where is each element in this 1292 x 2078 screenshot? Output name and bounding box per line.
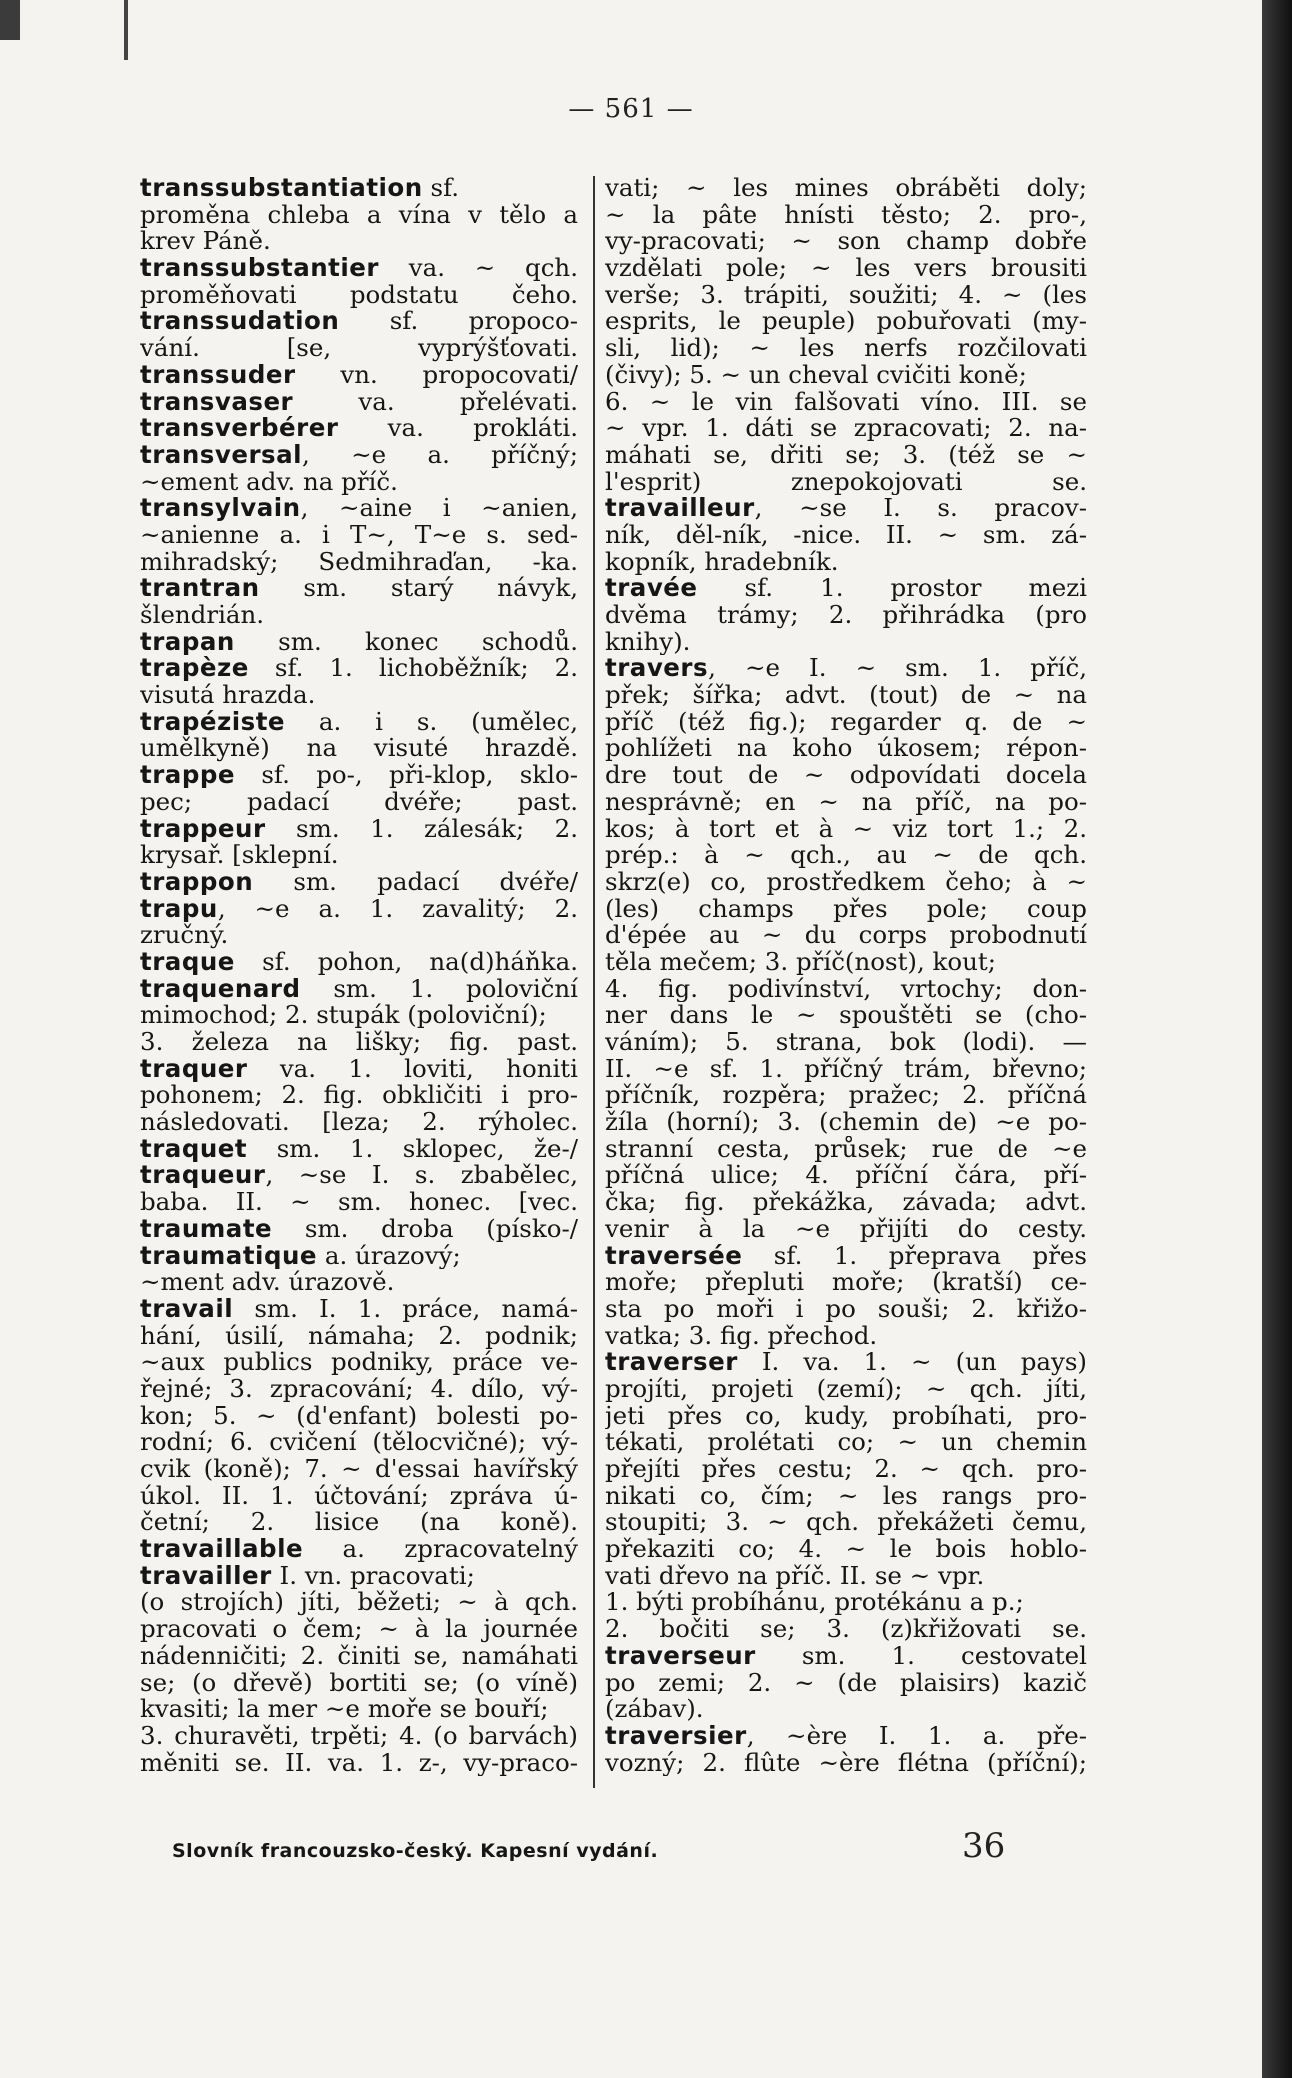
dictionary-line: těla mečem; 3. příč(nost), kout; (605, 948, 997, 976)
dictionary-line: 2. bočiti se; 3. (z)křižovati se. (605, 1616, 1087, 1643)
scan-edge-mark (0, 0, 20, 40)
dictionary-line: pohonem; 2. fig. obkličiti i pro- (140, 1082, 578, 1110)
headword: travail (140, 1295, 234, 1323)
headword: trappeur (140, 815, 266, 843)
headword: traumatique (140, 1242, 318, 1270)
dictionary-line: trappe sf. po-, při-klop, sklo- (140, 762, 578, 789)
dictionary-line: dvěma trámy; 2. přihrádka (pro (605, 602, 1087, 629)
dictionary-line: knihy). (605, 628, 691, 656)
dictionary-line: příčná ulice; 4. příční čára, pří- (605, 1162, 1087, 1190)
dictionary-line: travers, ~e I. ~ sm. 1. příč, (605, 655, 1087, 683)
dictionary-line: transylvain, ~aine i ~anien, (140, 495, 578, 522)
dictionary-line: přek; šířka; advt. (tout) de ~ na (605, 682, 1087, 709)
headword: transsubstantiation (140, 175, 423, 202)
headword: transvaser (140, 388, 294, 416)
dictionary-line: 4. fig. podivínství, vrtochy; don- (605, 975, 1087, 1003)
dictionary-line: travaillable a. zpracovatelný (140, 1536, 578, 1563)
dictionary-line: (les) champs přes pole; coup (605, 895, 1087, 923)
dictionary-line: cvik (koně); 7. ~ d'essai havířský (140, 1456, 578, 1483)
signature-number: 36 (962, 1826, 1006, 1866)
dictionary-line: ~anienne a. i T~, T~e s. sed- (140, 521, 578, 549)
dictionary-line: (zábav). (605, 1696, 704, 1723)
dictionary-line: traumatique a. úrazový; (140, 1242, 461, 1270)
dictionary-line: nádenničiti; 2. činiti se, namáhati (140, 1642, 578, 1670)
scan-dark-edge (1262, 0, 1292, 2078)
dictionary-line: trapu, ~e a. 1. zavalitý; 2. (140, 895, 578, 923)
dictionary-line: moře; přepluti moře; (kratší) ce- (605, 1269, 1087, 1296)
dictionary-line: sli, lid); ~ les nerfs rozčilovati (605, 335, 1087, 362)
dictionary-line: trappeur sm. 1. zálesák; 2. (140, 815, 578, 843)
dictionary-line: úkol. II. 1. účtování; zpráva ú- (140, 1482, 578, 1510)
headword: traversier (605, 1722, 747, 1750)
dictionary-line: příč (též fig.); regarder q. de ~ (605, 708, 1087, 736)
dictionary-line: transversal, ~e a. příčný; (140, 441, 578, 469)
headword: travers (605, 655, 709, 683)
dictionary-line: traversée sf. 1. přeprava přes (605, 1242, 1087, 1270)
dictionary-line: trapèze sf. 1. lichoběžník; 2. (140, 655, 578, 683)
dictionary-line: ~ment adv. úrazově. (140, 1269, 395, 1296)
dictionary-line: transsubstantiation sf. (140, 175, 460, 202)
dictionary-line: 1. býti probíhánu, protékánu a p.; (605, 1589, 1024, 1617)
dictionary-line: 6. ~ le vin falšovati víno. III. se (605, 388, 1087, 416)
dictionary-line: umělkyně) na visuté hrazdě. (140, 735, 578, 763)
scan-edge-mark (124, 0, 128, 60)
dictionary-line: travail sm. I. 1. práce, namá- (140, 1295, 578, 1323)
dictionary-line: ~ vpr. 1. dáti se zpracovati; 2. na- (605, 415, 1087, 442)
dictionary-line: vozný; 2. flûte ~ère flétna (příční); (605, 1749, 1087, 1777)
page-number: — 561 — (568, 94, 694, 124)
dictionary-line: čka; fig. překážka, závada; advt. (605, 1189, 1087, 1216)
right-column (605, 175, 1087, 1776)
dictionary-line: esprits, le peuple) pobuřovati (my- (605, 308, 1087, 336)
dictionary-line: ~ la pâte hnísti těsto; 2. pro-, (605, 201, 1087, 229)
dictionary-line: travailler I. vn. pracovati; (140, 1562, 475, 1590)
dictionary-line: 3. churavěti, trpěti; 4. (o barvách) (140, 1722, 578, 1750)
dictionary-line: transverbérer va. prokláti. (140, 415, 578, 442)
dictionary-line: krysař. [sklepní. (140, 842, 339, 869)
headword: traque (140, 948, 235, 976)
dictionary-line: projíti, projeti (zemí); ~ qch. jíti, (605, 1375, 1087, 1403)
dictionary-line: stranní cesta, průsek; rue de ~e (605, 1135, 1087, 1163)
dictionary-line: hání, úsilí, námaha; 2. podnik; (140, 1322, 578, 1350)
dictionary-line: prép.: à ~ qch., au ~ de qch. (605, 842, 1087, 869)
headword: traquet (140, 1135, 248, 1163)
dictionary-line: ~aux publics podniky, práce ve- (140, 1349, 578, 1376)
dictionary-line: vzdělati pole; ~ les vers brousiti (605, 255, 1087, 282)
dictionary-line: váním); 5. strana, bok (lodi). — (605, 1029, 1087, 1056)
dictionary-line: 3. železa na lišky; fig. past. (140, 1029, 578, 1056)
headword: traumate (140, 1215, 273, 1243)
headword: transversal (140, 441, 303, 469)
dictionary-line: skrz(e) co, prostředkem čeho; à ~ (605, 868, 1087, 896)
dictionary-line: krev Páně. (140, 228, 271, 256)
dictionary-line: d'épée au ~ du corps probodnutí (605, 922, 1087, 949)
dictionary-line: kvasiti; la mer ~e moře se bouří; (140, 1696, 549, 1723)
dictionary-line: trapéziste a. i s. (umělec, (140, 708, 578, 736)
dictionary-line: traquet sm. 1. sklopec, že-/ (140, 1135, 578, 1163)
dictionary-line: pracovati o čem; ~ à la journée (140, 1616, 578, 1643)
dictionary-line: traquer va. 1. loviti, honiti (140, 1055, 578, 1083)
dictionary-line: pec; padací dvéře; past. (140, 788, 578, 816)
dictionary-line: měniti se. II. va. 1. z-, vy-praco- (140, 1749, 578, 1777)
dictionary-line: četní; 2. lisice (na koně). (140, 1509, 578, 1537)
headword: transsubstantier (140, 255, 379, 282)
headword: trapu (140, 895, 218, 923)
dictionary-line: šlendrián. (140, 602, 265, 629)
dictionary-line: vati dřevo na příč. II. se ~ vpr. (605, 1562, 985, 1590)
dictionary-line: proměna chleba a vína v tělo a (140, 201, 578, 229)
dictionary-line: transsuder vn. propocovati/ (140, 361, 578, 389)
dictionary-line: traque sf. pohon, na(d)háňka. (140, 948, 578, 976)
dictionary-line: tékati, prolétati co; ~ un chemin (605, 1429, 1087, 1456)
dictionary-line: řejné; 3. zpracování; 4. dílo, vý- (140, 1375, 578, 1403)
dictionary-line: transvaser va. přelévati. (140, 388, 578, 416)
dictionary-line: stoupiti; 3. ~ qch. překážeti čemu, (605, 1509, 1087, 1537)
dictionary-line: sta po moři i po souši; 2. křižo- (605, 1295, 1087, 1323)
headword: trappe (140, 762, 236, 789)
headword: trapèze (140, 655, 249, 683)
dictionary-line: traversier, ~ère I. 1. a. pře- (605, 1722, 1087, 1750)
dictionary-line: přejíti přes cestu; 2. ~ qch. pro- (605, 1456, 1087, 1483)
headword: traqueur (140, 1162, 266, 1190)
dictionary-line: traqueur, ~se I. s. zbabělec, (140, 1162, 578, 1190)
dictionary-line: překaziti co; 4. ~ le bois hoblo- (605, 1536, 1087, 1563)
headword: traverseur (605, 1642, 756, 1670)
headword: travailler (140, 1562, 272, 1590)
dictionary-line: mihradský; Sedmihraďan, -ka. (140, 548, 578, 576)
headword: travée (605, 575, 698, 602)
headword: transylvain (140, 495, 301, 522)
left-column (140, 175, 578, 1776)
footer-title: Slovník francouzsko-český. Kapesní vydání. (172, 1840, 659, 1862)
dictionary-line: l'esprit) znepokojovati se. (605, 468, 1087, 496)
dictionary-line: rodní; 6. cvičení (tělocvičné); vý- (140, 1429, 578, 1456)
headword: transsuder (140, 361, 296, 389)
dictionary-line: travailleur, ~se I. s. pracov- (605, 495, 1087, 522)
headword: travailleur (605, 495, 755, 522)
headword: trapéziste (140, 708, 286, 736)
dictionary-line: dre tout de ~ odpovídati docela (605, 762, 1087, 789)
dictionary-line: vy-pracovati; ~ son champ dobře (605, 228, 1087, 256)
headword: traquer (140, 1055, 248, 1083)
dictionary-line: trappon sm. padací dvéře/ (140, 868, 578, 896)
dictionary-line: ~ement adv. na příč. (140, 468, 398, 496)
headword: trappon (140, 868, 254, 896)
column-divider (593, 176, 595, 1788)
dictionary-line: žíla (horní); 3. (chemin de) ~e po- (605, 1109, 1087, 1136)
dictionary-line: nikati co, čím; ~ les rangs pro- (605, 1482, 1087, 1510)
dictionary-line: vatka; 3. fig. přechod. (605, 1322, 878, 1350)
dictionary-line: venir à la ~e přijíti do cesty. (605, 1215, 1087, 1243)
dictionary-line: traumate sm. droba (písko-/ (140, 1215, 578, 1243)
dictionary-line: kon; 5. ~ (d'enfant) bolesti po- (140, 1402, 578, 1430)
dictionary-line: traquenard sm. 1. poloviční (140, 975, 578, 1003)
dictionary-line: verše; 3. trápiti, soužiti; 4. ~ (les (605, 281, 1087, 309)
headword: traversée (605, 1242, 743, 1270)
dictionary-line: proměňovati podstatu čeho. (140, 281, 578, 309)
dictionary-line: následovati. [leza; 2. rýholec. (140, 1109, 578, 1136)
dictionary-line: traverser I. va. 1. ~ (un pays) (605, 1349, 1087, 1376)
dictionary-line: vati; ~ les mines obráběti doly; (605, 175, 1087, 202)
dictionary-line: mimochod; 2. stupák (poloviční); (140, 1002, 547, 1029)
dictionary-line: ner dans le ~ spouštěti se (cho- (605, 1002, 1087, 1029)
dictionary-line: příčník, rozpěra; pražec; 2. příčná (605, 1082, 1087, 1110)
dictionary-line: máhati se, dřiti se; 3. (též se ~ (605, 441, 1087, 469)
dictionary-line: zručný. (140, 922, 229, 949)
dictionary-line: baba. II. ~ sm. honec. [vec. (140, 1189, 578, 1216)
dictionary-line: po zemi; 2. ~ (de plaisirs) kazič (605, 1669, 1087, 1697)
dictionary-line: transsudation sf. propoco- (140, 308, 578, 336)
dictionary-line: kos; à tort et à ~ viz tort 1.; 2. (605, 815, 1087, 843)
dictionary-line: vání. [se, vyprýšťovati. (140, 335, 578, 362)
headword: transverbérer (140, 415, 339, 442)
dictionary-line: kopník, hradebník. (605, 548, 839, 576)
dictionary-line: traverseur sm. 1. cestovatel (605, 1642, 1087, 1670)
dictionary-line: visutá hrazda. (140, 682, 316, 709)
headword: traquenard (140, 975, 301, 1003)
dictionary-line: II. ~e sf. 1. příčný trám, břevno; (605, 1055, 1087, 1083)
dictionary-line: (o strojích) jíti, běžeti; ~ à qch. (140, 1589, 578, 1617)
headword: travaillable (140, 1536, 304, 1563)
dictionary-line: nesprávně; en ~ na příč, na po- (605, 788, 1087, 816)
dictionary-line: (čivy); 5. ~ un cheval cvičiti koně; (605, 361, 1027, 389)
dictionary-line: ník, děl-ník, -nice. II. ~ sm. zá- (605, 521, 1087, 549)
dictionary-line: se; (o dřevě) bortiti se; (o víně) (140, 1669, 578, 1697)
dictionary-line: pohlížeti na koho úkosem; répon- (605, 735, 1087, 763)
dictionary-line: trapan sm. konec schodů. (140, 628, 578, 656)
dictionary-line: travée sf. 1. prostor mezi (605, 575, 1087, 602)
dictionary-line: trantran sm. starý návyk, (140, 575, 578, 602)
headword: traverser (605, 1349, 738, 1376)
headword: transsudation (140, 308, 340, 336)
headword: trantran (140, 575, 260, 602)
headword: trapan (140, 628, 235, 656)
dictionary-line: jeti přes co, kudy, probíhati, pro- (605, 1402, 1087, 1430)
dictionary-line: transsubstantier va. ~ qch. (140, 255, 578, 282)
